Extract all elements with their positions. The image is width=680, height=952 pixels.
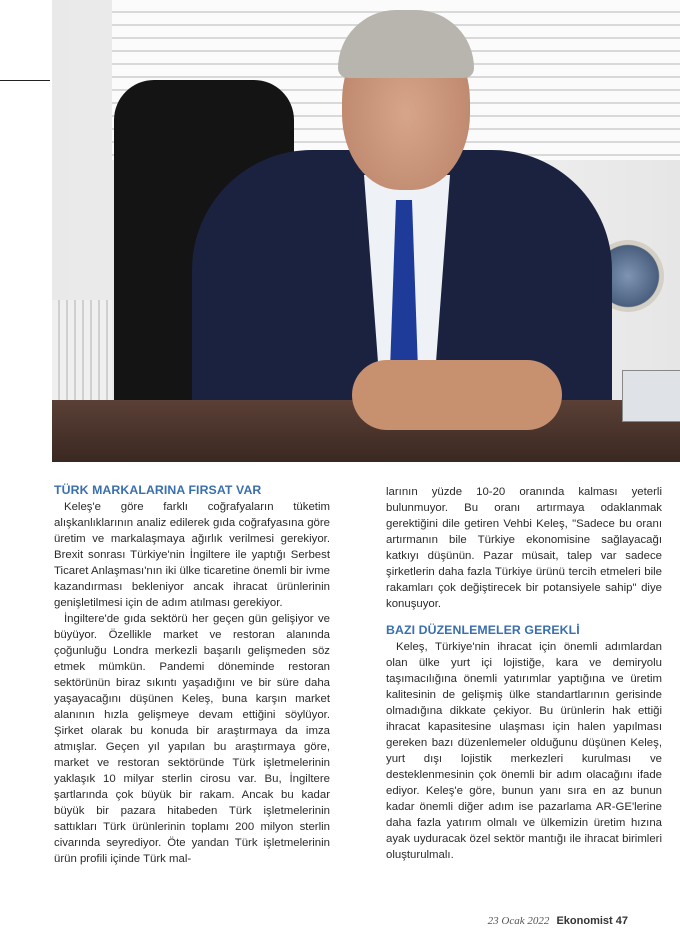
page-footer [0,915,628,927]
paragraph: İngiltere'de gıda sektörü her geçen gün gelişiyor ve büyüyor. Özellikle market ve restoran alanında çoğunluğu Londra merkezli başarılı gelişmeden söz etmek mümkün. Pandemi döneminde restoran sektörünün biraz sıkıntı yaşadığını ve bir süre daha yaşayacağını düşünen Keleş, buna karşın market alanının hızla gelişmeye devam ettiğini söylüyor. Şirket olarak bu konuda bir araştırmaya da imza atmışlar. Geçen yıl yapılan bu araştırmaya göre, market ve restoran sektöründe Türk işletmelerinin yaklaşık 10 milyar sterlin cirosu var. Bu, İngiltere şartlarında çok büyük bir rakam. Ancak bu kadar büyük bir pazara hitabeden Türk işletmelerinin sattıkları Türk ürünlerinin toplamı 200 milyon sterlin civarında seyrediyor. Öte yandan Türk işletmelerinin ürün profili içinde Türk mal- [54,613,330,865]
paragraph: Keleş'e göre farklı coğrafyaların tüketim alışkanlıklarının analiz edilerek gıda coğrafyasına göre üretim ve markalaşmaya ağırlık verilmesi gerekiyor. Brexit sonrası Türkiye'nin İngiltere ile yaptığı Serbest Ticaret Anlaşması'nın iki ülke ticaretine önemli bir ivme kazandırması bekleniyor ancak ihracat ürünlerinin genişletilmesi için de adım atılması gerekiyor. [54,501,330,609]
publication-name: Ekonomist [556,915,613,927]
section-heading: TÜRK MARKALARINA FIRSAT VAR [54,483,262,497]
article-column-left [54,482,330,867]
person-hands [352,360,562,430]
paragraph: Keleş, Türkiye'nin ihracat için önemli adımlardan olan ülke yurt içi lojistiğe, kara ve demiryolu taşımacılığına önemli yatırımlar yaptığına ve üretim kalitesinin de gelişmiş ülke standartlarının gerisinde olmadığına dikkate çekiyor. Bu ürünlerin hak ettiği ihracat kapasitesine ulaşması için halen yapılması gereken bazı düzenlemeler olduğunu düşünen Keleş, yurt dışı lojistik merkezleri kurulması ve desteklenmesinin çok önemli bir adım olacağını ifade ediyor. Keleş'e göre, bunun yanı sıra en az bunun kadar önemli diğer adım ise pazarlama AR-GE'lerine daha fazla yatırım olmalı ve ülkemizin üretim hızına ayak uyduracak özel sektör mantığı ile ihracat birimleri oluşturulmalı. [386,641,662,861]
article-column-right [386,484,662,863]
issue-date: 23 Ocak 2022 [487,915,550,927]
laptop [622,370,680,422]
page-corner-rule [0,80,50,81]
section-heading: BAZI DÜZENLEMELER GEREKLİ [386,623,580,637]
paragraph: larının yüzde 10-20 oranında kalması yeterli bulunmuyor. Bu oranı artırmaya odaklanmak gerektiğini dile getiren Vehbi Keleş, "Sadece bu oranı artırmanın bile Türkiye ekonomisine sağlayacağı katkıyı düşünün. Pazar müsait, talep var sadece şirketlerin daha fazla Türkiye ürünü tercih etmeleri bile rakamları çok değiştirecek bir potansiyele sahip" diye konuşuyor. [386,486,662,610]
portrait-photo [52,0,680,462]
page-number: 47 [615,915,628,927]
